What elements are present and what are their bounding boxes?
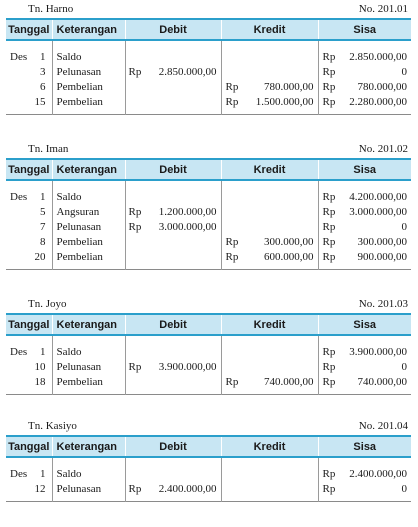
- date-cell: [6, 467, 52, 482]
- sisa-amount: 2.280.000,00: [349, 96, 407, 108]
- col-kredit: Kredit: [221, 159, 318, 180]
- date-cell: [6, 80, 52, 95]
- sisa-amount: 4.200.000,00: [349, 191, 407, 203]
- sisa-cell: [318, 345, 411, 360]
- kredit-amount: 300.000,00: [264, 236, 314, 248]
- col-sisa: Sisa: [318, 314, 411, 335]
- sisa-cell: [318, 65, 411, 80]
- col-tanggal: Tanggal: [6, 436, 52, 457]
- ledger-iman: [6, 142, 411, 270]
- col-debit: Debit: [125, 436, 221, 457]
- col-keterangan: Keterangan: [52, 436, 125, 457]
- description: Pembelian: [52, 95, 125, 110]
- sisa-cell: [318, 95, 411, 110]
- day: 15: [34, 96, 46, 108]
- month: Des: [10, 468, 28, 480]
- kredit-cell: [221, 482, 318, 497]
- debit-cell: [125, 80, 221, 95]
- debit-amount: 3.000.000,00: [158, 221, 217, 233]
- table-row: [6, 467, 411, 482]
- account-name: Tn. Harno: [28, 3, 74, 15]
- sisa-cell: [318, 190, 411, 205]
- sisa-amount: 740.000,00: [357, 376, 407, 388]
- sisa-cell: [318, 80, 411, 95]
- debit-cell: [125, 220, 221, 235]
- table-row: [6, 375, 411, 390]
- ledger-header: [6, 142, 411, 156]
- sisa-amount: 0: [401, 483, 407, 495]
- date-cell: [6, 190, 52, 205]
- debit-cell: [125, 235, 221, 250]
- currency-label: Rp: [322, 51, 336, 63]
- description: Pembelian: [52, 235, 125, 250]
- sisa-amount: 300.000,00: [357, 236, 407, 248]
- description: Angsuran: [52, 205, 125, 220]
- debit-cell: [125, 467, 221, 482]
- debit-cell: [125, 360, 221, 375]
- col-keterangan: Keterangan: [52, 314, 125, 335]
- date-cell: [6, 250, 52, 265]
- debit-cell: [125, 190, 221, 205]
- currency-label: Rp: [322, 206, 336, 218]
- currency-label: Rp: [322, 468, 336, 480]
- currency-label: Rp: [322, 251, 336, 263]
- currency-label: Rp: [128, 361, 142, 373]
- description: Saldo: [52, 345, 125, 360]
- currency-label: Rp: [322, 221, 336, 233]
- description: Pelunasan: [52, 360, 125, 375]
- day: 12: [34, 483, 46, 495]
- header-row: [6, 314, 411, 335]
- col-debit: Debit: [125, 314, 221, 335]
- debit-cell: [125, 65, 221, 80]
- kredit-cell: [221, 250, 318, 265]
- debit-cell: [125, 95, 221, 110]
- debit-cell: [125, 250, 221, 265]
- description: Saldo: [52, 50, 125, 65]
- kredit-amount: 600.000,00: [264, 251, 314, 263]
- description: Pelunasan: [52, 65, 125, 80]
- header-row: [6, 159, 411, 180]
- date-cell: [6, 65, 52, 80]
- month: Des: [10, 51, 28, 63]
- currency-label: Rp: [225, 376, 239, 388]
- ledger-header: [6, 297, 411, 311]
- day: 7: [40, 221, 46, 233]
- col-kredit: Kredit: [221, 436, 318, 457]
- table-row: [6, 205, 411, 220]
- kredit-cell: [221, 65, 318, 80]
- debit-cell: [125, 345, 221, 360]
- currency-label: Rp: [322, 376, 336, 388]
- description: Pelunasan: [52, 220, 125, 235]
- col-sisa: Sisa: [318, 159, 411, 180]
- month: Des: [10, 346, 28, 358]
- kredit-cell: [221, 80, 318, 95]
- date-cell: [6, 220, 52, 235]
- col-debit: Debit: [125, 159, 221, 180]
- currency-label: Rp: [128, 206, 142, 218]
- ledger-table: [6, 435, 411, 502]
- col-keterangan: Keterangan: [52, 159, 125, 180]
- description: Pelunasan: [52, 482, 125, 497]
- sisa-cell: [318, 375, 411, 390]
- kredit-amount: 780.000,00: [264, 81, 314, 93]
- sisa-amount: 780.000,00: [357, 81, 407, 93]
- kredit-cell: [221, 375, 318, 390]
- table-row: [6, 345, 411, 360]
- table-row: [6, 65, 411, 80]
- date-cell: [6, 345, 52, 360]
- debit-amount: 2.400.000,00: [158, 483, 217, 495]
- date-cell: [6, 95, 52, 110]
- header-row: [6, 19, 411, 40]
- currency-label: Rp: [128, 483, 142, 495]
- kredit-cell: [221, 360, 318, 375]
- col-tanggal: Tanggal: [6, 314, 52, 335]
- account-number: No. 201.04: [358, 420, 408, 432]
- kredit-cell: [221, 50, 318, 65]
- debit-cell: [125, 205, 221, 220]
- ledger-table: [6, 158, 411, 270]
- currency-label: Rp: [128, 66, 142, 78]
- sisa-amount: 0: [401, 361, 407, 373]
- sisa-cell: [318, 482, 411, 497]
- day: 18: [34, 376, 46, 388]
- day: 6: [40, 81, 46, 93]
- table-row: [6, 80, 411, 95]
- table-row: [6, 190, 411, 205]
- day: 1: [40, 191, 46, 203]
- col-kredit: Kredit: [221, 314, 318, 335]
- day: 10: [34, 361, 46, 373]
- currency-label: Rp: [128, 221, 142, 233]
- table-row: [6, 482, 411, 497]
- debit-cell: [125, 375, 221, 390]
- col-kredit: Kredit: [221, 19, 318, 40]
- debit-cell: [125, 50, 221, 65]
- header-row: [6, 436, 411, 457]
- day: 8: [40, 236, 46, 248]
- description: Pembelian: [52, 250, 125, 265]
- ledger-kasiyo: [6, 419, 411, 502]
- account-number: No. 201.02: [358, 143, 408, 155]
- table-row: [6, 250, 411, 265]
- description: Saldo: [52, 190, 125, 205]
- ledger-harno: [6, 2, 411, 115]
- table-row: [6, 235, 411, 250]
- ledger-table: [6, 18, 411, 115]
- currency-label: Rp: [322, 236, 336, 248]
- col-sisa: Sisa: [318, 436, 411, 457]
- currency-label: Rp: [322, 483, 336, 495]
- date-cell: [6, 375, 52, 390]
- day: 20: [34, 251, 46, 263]
- sisa-cell: [318, 467, 411, 482]
- sisa-amount: 0: [401, 221, 407, 233]
- table-row: [6, 95, 411, 110]
- sisa-amount: 0: [401, 66, 407, 78]
- ledger-table: [6, 313, 411, 395]
- ledger-header: [6, 2, 411, 16]
- date-cell: [6, 50, 52, 65]
- sisa-cell: [318, 220, 411, 235]
- account-number: No. 201.01: [358, 3, 408, 15]
- date-cell: [6, 235, 52, 250]
- description: Pembelian: [52, 80, 125, 95]
- ledger-header: [6, 419, 411, 433]
- day: 1: [40, 346, 46, 358]
- col-debit: Debit: [125, 19, 221, 40]
- day: 3: [40, 66, 46, 78]
- sisa-cell: [318, 205, 411, 220]
- sisa-amount: 2.850.000,00: [349, 51, 407, 63]
- kredit-amount: 1.500.000,00: [255, 96, 314, 108]
- table-row: [6, 220, 411, 235]
- sisa-amount: 900.000,00: [357, 251, 407, 263]
- sisa-amount: 2.400.000,00: [349, 468, 407, 480]
- debit-amount: 2.850.000,00: [158, 66, 217, 78]
- day: 5: [40, 206, 46, 218]
- kredit-amount: 740.000,00: [264, 376, 314, 388]
- sisa-cell: [318, 235, 411, 250]
- col-keterangan: Keterangan: [52, 19, 125, 40]
- description: Pembelian: [52, 375, 125, 390]
- col-tanggal: Tanggal: [6, 159, 52, 180]
- ledger-joyo: [6, 297, 411, 395]
- sisa-amount: 3.900.000,00: [349, 346, 407, 358]
- currency-label: Rp: [225, 236, 239, 248]
- account-name: Tn. Joyo: [28, 298, 67, 310]
- sisa-cell: [318, 250, 411, 265]
- kredit-cell: [221, 220, 318, 235]
- month: Des: [10, 191, 28, 203]
- kredit-cell: [221, 467, 318, 482]
- date-cell: [6, 482, 52, 497]
- currency-label: Rp: [322, 81, 336, 93]
- account-name: Tn. Iman: [28, 143, 69, 155]
- currency-label: Rp: [225, 81, 239, 93]
- currency-label: Rp: [322, 66, 336, 78]
- sisa-cell: [318, 360, 411, 375]
- table-row: [6, 50, 411, 65]
- currency-label: Rp: [322, 346, 336, 358]
- col-tanggal: Tanggal: [6, 19, 52, 40]
- currency-label: Rp: [322, 361, 336, 373]
- kredit-cell: [221, 345, 318, 360]
- date-cell: [6, 360, 52, 375]
- kredit-cell: [221, 235, 318, 250]
- debit-amount: 3.900.000,00: [158, 361, 217, 373]
- description: Saldo: [52, 467, 125, 482]
- kredit-cell: [221, 95, 318, 110]
- debit-amount: 1.200.000,00: [158, 206, 217, 218]
- sisa-amount: 3.000.000,00: [349, 206, 407, 218]
- sisa-cell: [318, 50, 411, 65]
- day: 1: [40, 468, 46, 480]
- currency-label: Rp: [322, 96, 336, 108]
- currency-label: Rp: [225, 251, 239, 263]
- debit-cell: [125, 482, 221, 497]
- date-cell: [6, 205, 52, 220]
- day: 1: [40, 51, 46, 63]
- currency-label: Rp: [225, 96, 239, 108]
- currency-label: Rp: [322, 191, 336, 203]
- account-number: No. 201.03: [358, 298, 408, 310]
- col-sisa: Sisa: [318, 19, 411, 40]
- kredit-cell: [221, 190, 318, 205]
- account-name: Tn. Kasiyo: [28, 420, 77, 432]
- table-row: [6, 360, 411, 375]
- kredit-cell: [221, 205, 318, 220]
